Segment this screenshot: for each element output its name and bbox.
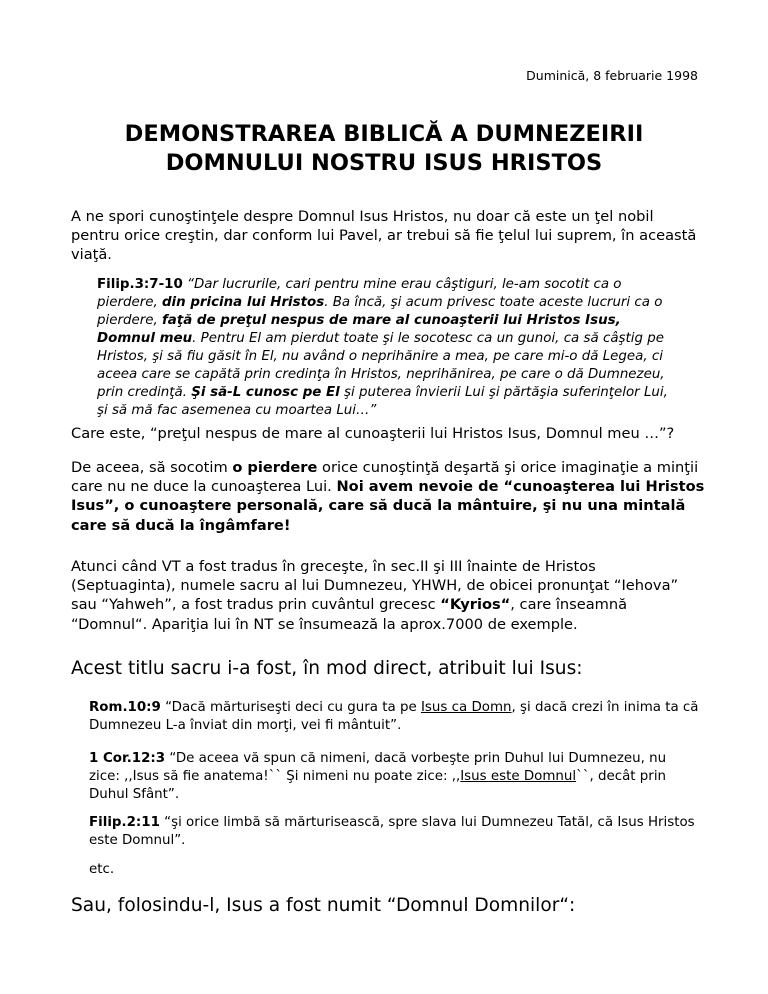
- filip2-ref: Filip.2:11: [89, 815, 160, 830]
- filip2-text-1: “şi orice limbă să mărturisească, spre slava lui Dumnezeu Tatăl, că Isus Hristos este Domnul”.: [89, 815, 695, 848]
- filip-3-ref: Filip.3:7-10: [97, 277, 183, 292]
- para3-bold-1: “Kyrios“: [440, 596, 511, 614]
- title-line-1: DEMONSTRAREA BIBLICĂ A DUMNEZEIRII: [124, 121, 644, 147]
- filip-3-text-4: şi puterea învierii Lui şi părtăşia suferinţelor Lui, şi să mă fac asemenea cu moartea Lui…”: [97, 385, 668, 418]
- cor-ref: 1 Cor.12:3: [89, 751, 166, 766]
- rom-ref: Rom.10:9: [89, 700, 161, 715]
- rom-text-1: “Dacă mărturiseşti deci cu gura ta pe: [160, 700, 421, 715]
- filip-3-bold-1: din pricina lui Hristos: [161, 295, 325, 310]
- para3-text-1: Atunci când VT a fost tradus în greceşte, în sec.II şi III înainte de Hristos (Septuaginta), numele sacru al lui Dumnezeu, YHWH, de obicei pronunţat “Iehova” sau “Yahweh”, a fost tradus prin cuvântul grecesc: [71, 558, 679, 614]
- rom-10-9-quote: [89, 699, 699, 735]
- filip-3-bold-3: Şi să-L cunosc pe El: [191, 385, 340, 400]
- document-date: Duminică, 8 februarie 1998: [526, 68, 698, 83]
- 1-cor-12-3-quote: [89, 750, 699, 804]
- cor-underline: Isus este Domnul: [460, 769, 577, 784]
- heading-lord-of-lords: Sau, folosindu-l, Isus a fost numit “Domnul Domnilor“:: [71, 895, 576, 916]
- document-title: [0, 120, 768, 178]
- cor-text-1: “De aceea vă spun că nimeni, dacă vorbeşte prin Duhul lui Dumnezeu, nu zice: ,,Isus să fie anatema!`` Şi nimeni nu poate zice: ,,: [89, 751, 667, 784]
- question-paragraph: Care este, “preţul nespus de mare al cunoaşterii lui Hristos Isus, Domnul meu …”?: [71, 425, 675, 442]
- filip-3-text-3: . Pentru El am pierdut toate şi le socotesc ca un gunoi, ca să câştig pe Hristos, şi să fiu găsit în El, nu având o neprihănire a mea, pe care mi-o dă Legea, ci aceea care se capătă prin credinţa în Hristos, neprihănirea, pe care o dă Dumnezeu, prin credinţă.: [97, 331, 665, 400]
- rom-text-2: , şi dacă crezi în inima ta că Dumnezeu L-a înviat din morţi, vei fi mântuit”.: [89, 700, 699, 733]
- para2-text-1: De aceea, să socotim: [71, 459, 233, 476]
- para2-bold-1: o pierdere: [232, 459, 318, 476]
- heading-sacred-title: Acest titlu sacru i-a fost, în mod direct, atribuit lui Isus:: [71, 658, 583, 679]
- paragraph-3: [71, 557, 705, 634]
- cor-text-2: ``, decât prin Duhul Sfânt”.: [89, 769, 667, 802]
- filip-3-quote: [97, 276, 677, 420]
- filip-2-11-quote: [89, 814, 699, 850]
- rom-underline: Isus ca Domn: [420, 700, 512, 715]
- paragraph-2: [71, 458, 705, 535]
- intro-paragraph: A ne spori cunoştinţele despre Domnul Isus Hristos, nu doar că este un ţel nobil pentru orice creştin, dar conform lui Pavel, ar trebui să fie ţelul lui suprem, în această viaţă.: [71, 208, 697, 264]
- filip-3-bold-2: faţă de preţul nespus de mare al cunoaşterii lui Hristos Isus, Domnul meu: [97, 313, 621, 346]
- filip-3-text-1: “Dar lucrurile, cari pentru mine erau câştiguri, le-am socotit ca o pierdere,: [97, 277, 622, 310]
- title-line-2: DOMNULUI NOSTRU ISUS HRISTOS: [165, 150, 603, 176]
- para2-bold-2: Noi avem nevoie de “cunoaşterea lui Hristos Isus”, o cunoaştere personală, care să ducă la mântuire, şi nu una mintală care să ducă la îngâmfare!: [71, 478, 705, 534]
- etc-text: etc.: [89, 862, 115, 877]
- para2-text-2: orice cunoştinţă deşartă şi orice imaginaţie a minţii care nu ne duce la cunoaşterea Lui.: [71, 459, 699, 496]
- para3-text-2: , care înseamnă “Domnul“. Apariţia lui în NT se însumează la aprox.7000 de exemple.: [71, 596, 628, 633]
- filip-3-text-2: . Ba încă, şi acum privesc toate aceste lucruri ca o pierdere,: [97, 295, 663, 328]
